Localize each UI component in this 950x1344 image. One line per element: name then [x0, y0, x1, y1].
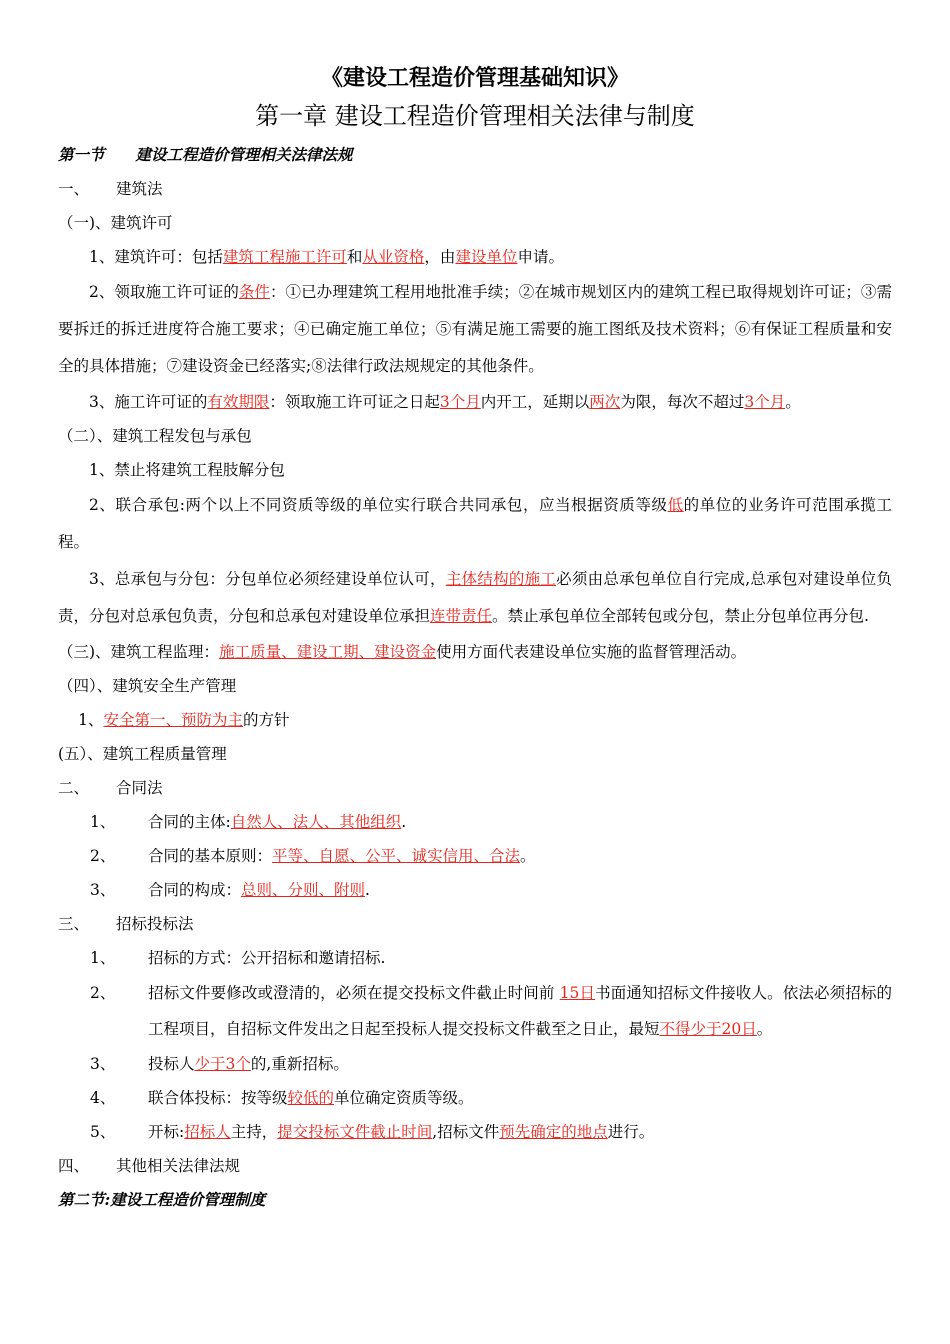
list-item: 3、 合同的构成：总则、分则、附则. — [90, 881, 370, 899]
heading-level1: 三、 招标投标法 — [58, 915, 194, 933]
section-heading: 第二节:建设工程造价管理制度 — [58, 1190, 266, 1209]
document-page — [58, 58, 892, 1217]
heading-level2: （四）、建筑安全生产管理 — [58, 677, 237, 695]
document-title: 《建设工程造价管理基础知识》 — [320, 65, 629, 91]
heading-level2: （三)、建筑工程监理：施工质量、建设工期、建设资金使用方面代表建设单位实施的监督管理活动。 — [58, 643, 747, 661]
list-item: 2、 招标文件要修改或澄清的，必须在提交投标文件截止时间前 15日书面通知招标文件接收人。依法必须招标的工程项目，自招标文件发出之日起至投标人提交投标文件截至之日止，最短不得少于20日。 — [90, 984, 892, 1038]
paragraph: 2、联合承包:两个以上不同资质等级的单位实行联合共同承包，应当根据资质等级低的单位的业务许可范围承揽工程。 — [58, 496, 892, 551]
list-item: 4、 联合体投标：按等级较低的单位确定资质等级。 — [90, 1089, 474, 1107]
list-item: 5、 开标:招标人主持，提交投标文件截止时间,招标文件预先确定的地点进行。 — [90, 1123, 655, 1141]
heading-level2: （一)、建筑许可 — [58, 214, 173, 232]
paragraph: 3、总承包与分包：分包单位必须经建设单位认可，主体结构的施工必须由总承包单位自行完成,总承包对建设单位负责，分包对总承包负责，分包和总承包对建设单位承担连带责任。禁止承包单位全部转包或分包，禁止分包单位再分包. — [58, 570, 892, 625]
section-heading: 第一节 建设工程造价管理相关法律法规 — [58, 145, 353, 164]
paragraph: 2、领取施工许可证的条件：①已办理建筑工程用地批准手续；②在城市规划区内的建筑工程已取得规划许可证；③需要拆迁的拆迁进度符合施工要求；④已确定施工单位；⑤有满足施工需要的施工图纸及技术资料；⑥有保证工程质量和安全的具体措施；⑦建设资金已经落实;⑧法律行政法规规定的其他条件。 — [58, 283, 892, 375]
heading-level1: 一、 建筑法 — [58, 180, 163, 198]
chapter-title: 第一章 建设工程造价管理相关法律与制度 — [255, 102, 695, 130]
list-item: 2、 合同的基本原则：平等、自愿、公平、诚实信用、合法。 — [90, 847, 536, 865]
paragraph: 3、施工许可证的有效期限：领取施工许可证之日起3个月内开工，延期以两次为限，每次不超过3个月。 — [89, 393, 801, 411]
list-item: 1、 招标的方式：公开招标和邀请招标. — [90, 949, 386, 967]
list-item: 3、 投标人少于3个的,重新招标。 — [90, 1055, 349, 1073]
paragraph: 1、安全第一、预防为主的方针 — [78, 711, 290, 729]
heading-level2: (五）、建筑工程质量管理 — [58, 745, 227, 763]
heading-level2: （二）、建筑工程发包与承包 — [58, 427, 252, 445]
heading-level1: 二、 合同法 — [58, 779, 163, 797]
list-item: 1、 合同的主体:自然人、法人、其他组织. — [90, 813, 407, 831]
paragraph: 1、禁止将建筑工程肢解分包 — [89, 461, 285, 479]
paragraph: 1、建筑许可：包括建筑工程施工许可和从业资格，由建设单位申请。 — [89, 248, 564, 266]
heading-level1: 四、 其他相关法律法规 — [58, 1157, 241, 1175]
